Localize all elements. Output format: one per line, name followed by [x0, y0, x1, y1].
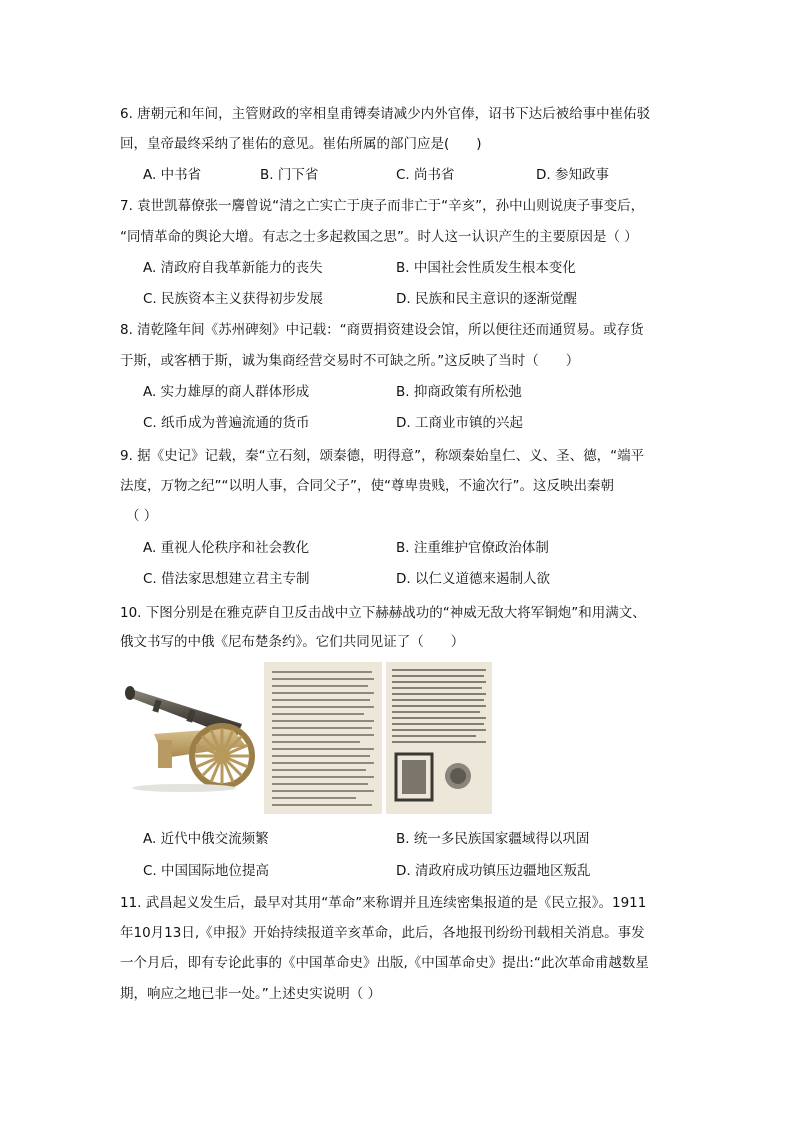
- q11-stem-line-4: 期，响应之地已非一处。”上述史实说明（ ）: [120, 986, 382, 1002]
- q6-option-a: A. 中书省: [143, 167, 202, 183]
- q9-option-b: B. 注重维护官僚政治体制: [396, 540, 549, 556]
- q7-option-b: B. 中国社会性质发生根本变化: [396, 260, 576, 276]
- treaty-page-left-image: [264, 662, 382, 814]
- q7-option-a: A. 清政府自我革新能力的丧失: [143, 260, 323, 276]
- q10-option-b: B. 统一多民族国家疆域得以巩固: [396, 831, 590, 847]
- q10-option-c: C. 中国国际地位提高: [143, 863, 270, 879]
- q11-stem-line-2: 年10月13日,《申报》开始持续报道辛亥革命，此后，各地报刊纷纷刊载相关消息。事发: [120, 925, 645, 941]
- q7-option-d: D. 民族和民主意识的逐渐觉醒: [396, 291, 577, 307]
- treaty-page-right-image: [386, 662, 492, 814]
- q9-option-a: A. 重视人伦秩序和社会教化: [143, 540, 310, 556]
- q10-option-d: D. 清政府成功镇压边疆地区叛乱: [396, 863, 591, 879]
- q8-stem-line-2: 于斯，或客栖于斯，诚为集商经营交易时不可缺之所。”这反映了当时（ ）: [120, 353, 580, 369]
- q7-option-c: C. 民族资本主义获得初步发展: [143, 291, 324, 307]
- q7-stem-line-1: 7. 袁世凯幕僚张一麐曾说“清之亡实亡于庚子而非亡于“辛亥”，孙中山则说庚子事变后，: [120, 198, 645, 214]
- q8-option-b: B. 抑商政策有所松弛: [396, 384, 522, 400]
- q8-option-a: A. 实力雄厚的商人群体形成: [143, 384, 310, 400]
- q6-option-b: B. 门下省: [260, 167, 319, 183]
- q8-option-c: C. 纸币成为普遍流通的货币: [143, 415, 310, 431]
- q6-stem-line-1: 6. 唐朝元和年间，主管财政的宰相皇甫镈奏请减少内外官俸，诏书下达后被给事中崔佑驳: [120, 106, 651, 122]
- q7-stem-line-2: “同情革命的舆论大增。有志之士多起救国之思”。时人这一认识产生的主要原因是（ ）: [120, 229, 638, 245]
- q11-stem-line-3: 一个月后，即有专论此事的《中国革命史》出版,《中国革命史》提出:“此次革命甫越数星: [120, 955, 649, 971]
- q8-stem-line-1: 8. 清乾隆年间《苏州碑刻》中记载：“商贾捐资建设会馆，所以便往还而通贸易。或存货: [120, 322, 644, 338]
- q6-option-d: D. 参知政事: [536, 167, 609, 183]
- q9-option-d: D. 以仁义道德来遏制人欲: [396, 571, 550, 587]
- q9-stem-line-3: （ ）: [126, 508, 158, 524]
- q10-option-a: A. 近代中俄交流频繁: [143, 831, 269, 847]
- q6-option-c: C. 尚书省: [396, 167, 455, 183]
- q11-stem-line-1: 11. 武昌起义发生后，最早对其用“革命”来称谓并且连续密集报道的是《民立报》。1911: [120, 895, 647, 911]
- q9-stem-line-1: 9. 据《史记》记载，秦“立石刻，颂秦德，明得意”，称颂秦始皇仁、义、圣、德，“端平: [120, 448, 645, 464]
- q9-option-c: C. 借法家思想建立君主专制: [143, 571, 310, 587]
- q8-option-d: D. 工商业市镇的兴起: [396, 415, 523, 431]
- q6-stem-line-2: 回，皇帝最终采纳了崔佑的意见。崔佑所属的部门应是( ): [120, 136, 482, 152]
- cannon-image: [124, 684, 266, 794]
- q9-stem-line-2: 法度，万物之纪”“以明人事，合同父子”，使“尊卑贵贱，不逾次行”。这反映出秦朝: [120, 478, 614, 494]
- q10-stem-line-2: 俄文书写的中俄《尼布楚条约》。它们共同见证了（ ）: [120, 634, 465, 650]
- q10-stem-line-1: 10. 下图分别是在雅克萨自卫反击战中立下赫赫战功的“神威无敌大将军铜炮”和用满文、: [120, 605, 646, 621]
